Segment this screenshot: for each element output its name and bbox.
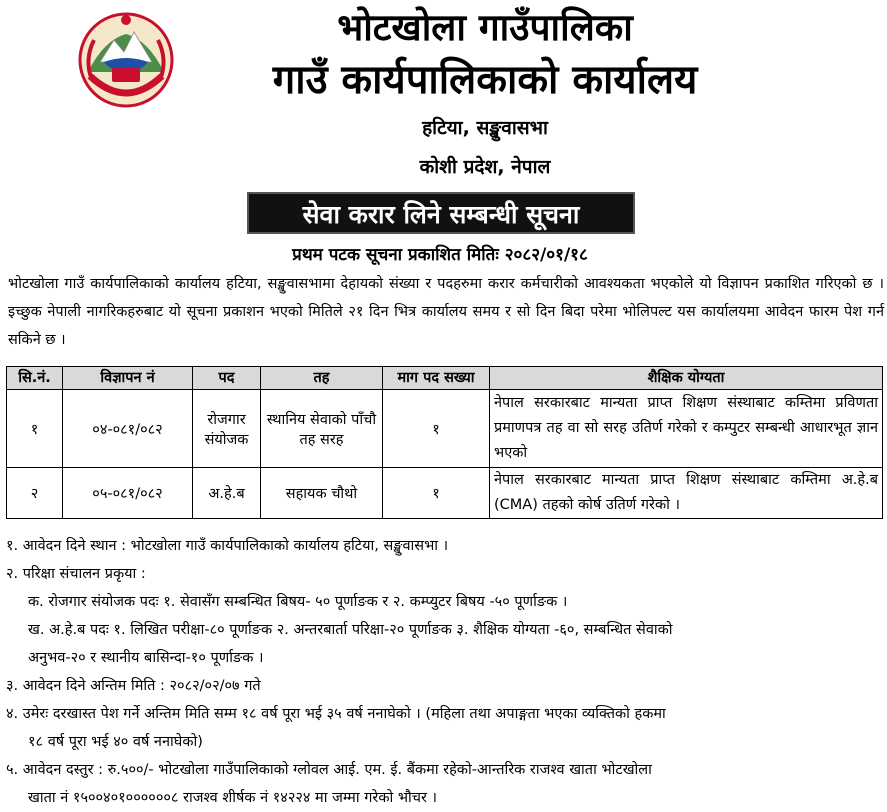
province-country: कोशी प्रदेश, नेपाल [419,156,551,178]
municipality-name: भोटखोला गाउँपालिका [337,6,633,49]
table-row [7,468,883,519]
cell-count: १ [383,468,490,519]
cell-level: स्थानिय सेवाको पाँचौ तह सरह [261,390,383,468]
col-header-count: माग पद सख्या [383,367,490,390]
col-header-level: तह [261,367,383,390]
publication-date: प्रथम पटक सूचना प्रकाशित मितिः २०८२/०१/१८ [292,245,588,265]
note-fee-line1: ५. आवेदन दस्तुर : रु.५००/- भोटखोला गाउँपालिकाको ग्लोवल आई. एम. ई. बैंकमा रहेको-आन्तरिक राजश्व खाता भोटखोला [6,762,652,778]
col-header-post: पद [193,367,261,390]
note-fee-line2: खाता नं १५००४०१००००००८ राजश्व शीर्षक नं १४२२४ मा जम्मा गरेको भौचर । [28,790,438,806]
cell-adno: ०४-०८१/०८२ [63,390,193,468]
cell-qualification: नेपाल सरकारबाट मान्यता प्राप्त शिक्षण संस्थाबाट कम्तिमा अ.हे.ब (CMA) तहको कोर्ष उतिर्ण गरेको । [490,468,883,519]
note-age-line2: १८ वर्ष पूरा भई ४० वर्ष ननाघेको) [28,734,203,750]
cell-sn: १ [7,390,63,468]
table-header-row [7,367,883,390]
note-application-place: १. आवेदन दिने स्थान : भोटखोला गाउँ कार्यपालिकाको कार्यालय हटिया, सङ्खुवासभा । [6,538,449,554]
vacancy-table [6,366,883,519]
cell-qualification: नेपाल सरकारबाट मान्यता प्राप्त शिक्षण संस्थाबाट कम्तिमा प्रविणता प्रमाणपत्र तह वा सो सरह उतिर्ण गरेको र कम्पुटर सम्बन्धी आधारभूत ज्ञान भएको [490,390,883,468]
cell-count: १ [383,390,490,468]
note-age-line1: ४. उमेरः दरखास्त पेश गर्ने अन्तिम मिति सम्म १८ वर्ष पूरा भई ३५ वर्ष ननाघेको । (महिला तथा अपाङ्गता भएका व्यक्तिको हकमा [6,706,666,722]
cell-level: सहायक चौथो [261,468,383,519]
intro-paragraph: भोटखोला गाउँ कार्यपालिकाको कार्यालय हटिया, सङ्खुवासभामा देहायको संख्या र पदहरुमा करार कर्मचारीको आवश्यकता भएकोले यो विज्ञापन प्रकाशित गरिएको छ । इच्छुक नेपाली नागरिकहरुबाट यो सूचना प्रकाशन भएको मितिले २१ दिन भित्र कार्यालय समय र सो दिन बिदा परेमा भोलिपल्ट यस कार्यालयमा आवेदन फारम पेश गर्न सकिने छ । [8,276,884,348]
note-deadline: ३. आवेदन दिने अन्तिम मिति : २०८२/०२/०७ गते [6,678,261,694]
note-exam-procedure: २. परिक्षा संचालन प्रकृया : [6,566,146,582]
nepal-emblem-icon [74,10,178,110]
cell-post: रोजगार संयोजक [193,390,261,468]
office-name: गाउँ कार्यपालिकाको कार्यालय [272,57,698,103]
notice-title: सेवा करार लिने सम्बन्धी सूचना [247,192,635,234]
cell-adno: ०५-०८१/०८२ [63,468,193,519]
cell-sn: २ [7,468,63,519]
table-row [7,390,883,468]
office-location: हटिया, सङ्खुवासभा [422,117,548,139]
col-header-sn: सि.नं. [7,367,63,390]
cell-post: अ.हे.ब [193,468,261,519]
note-exam-employment-coordinator: क. रोजगार संयोजक पदः १. सेवासँग सम्बन्धित बिषय- ५० पूर्णाङक र २. कम्प्युटर बिषय -५० पूर्णाङक । [28,594,568,610]
note-exam-aheb-line2: अनुभव-२० र स्थानीय बासिन्दा-१० पूर्णाङक । [28,650,264,666]
notes-list [6,532,884,812]
col-header-qualification: शैक्षिक योग्यता [490,367,883,390]
col-header-adno: विज्ञापन नं [63,367,193,390]
note-exam-aheb-line1: ख. अ.हे.ब पदः १. लिखित परीक्षा-८० पूर्णाङक २. अन्तरबार्ता परिक्षा-२० पूर्णाङक ३. शैक्षिक योग्यता -६०, सम्बन्धित सेवाको [28,622,673,638]
